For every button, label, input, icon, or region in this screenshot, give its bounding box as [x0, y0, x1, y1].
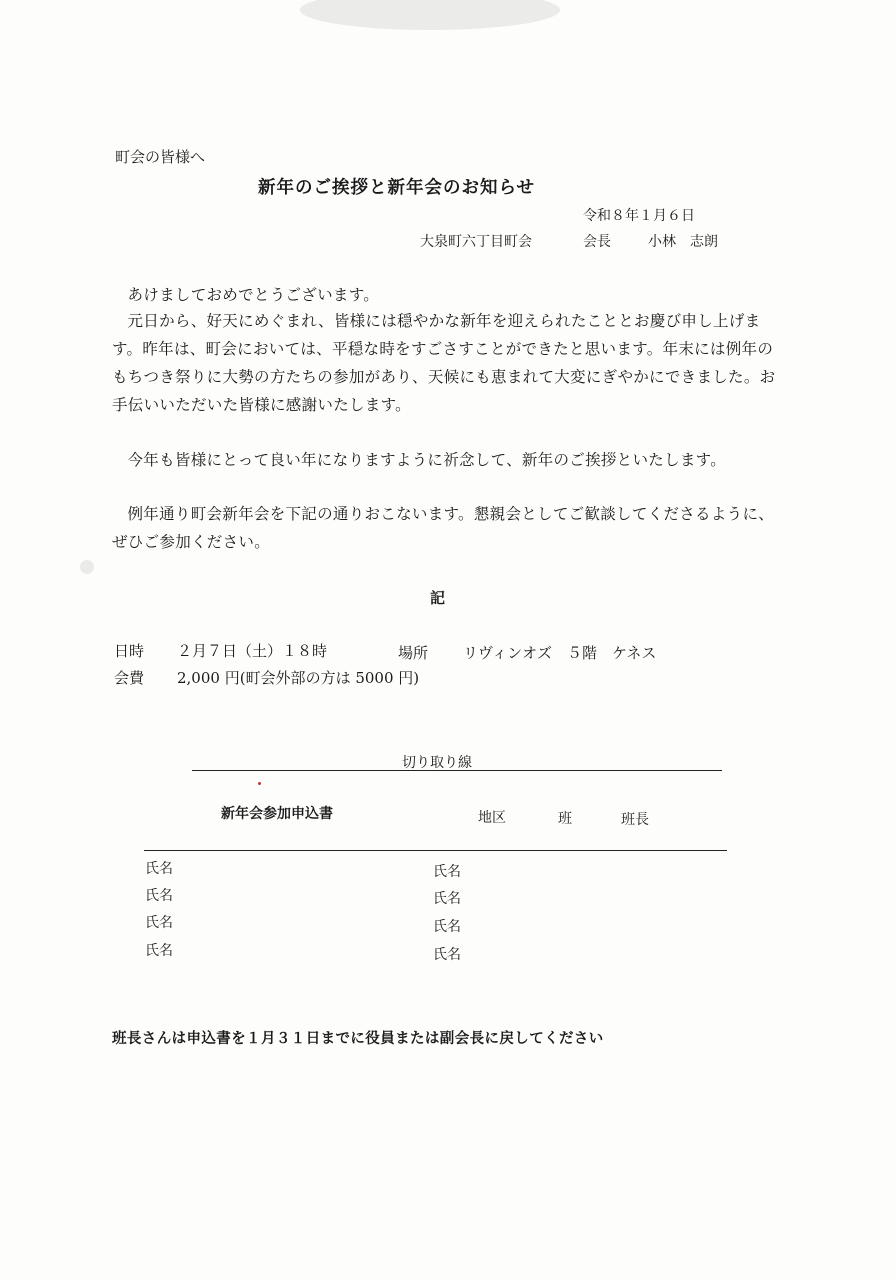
return-instruction: 班長さんは申込書を１月３１日までに役員または副会長に戻してください	[112, 1030, 604, 1047]
form-divider	[144, 850, 727, 851]
place-label: 場所	[398, 644, 429, 662]
sender-role: 会長	[583, 234, 611, 250]
leader-label: 班長	[621, 812, 649, 828]
issue-date: 令和８年１月６日	[583, 208, 695, 224]
scan-smudge	[80, 560, 94, 574]
cut-line-label: 切り取り線	[402, 755, 472, 771]
name-field-label: 氏名	[145, 888, 173, 904]
document-title: 新年のご挨拶と新年会のお知らせ	[258, 178, 535, 198]
scan-smudge	[300, 0, 560, 30]
greeting: あけましておめでとうございます。	[127, 286, 380, 304]
details-heading: 記	[430, 589, 446, 607]
datetime-value: ２月７日（土）１８時	[177, 642, 328, 660]
body-paragraph-1: 元日から、好天にめぐまれ、皆様には穏やかな新年を迎えられたこととお慶び申し上げます。昨年は、町会においては、平穏な時をすごさすことができたと思います。年末には例年のもちつき祭りに大勢の方たちの参加があり、天候にも恵まれて大変にぎやかにできました。お手伝いいただいた皆様に感謝いたします。	[112, 312, 776, 414]
name-field-label: 氏名	[145, 943, 173, 959]
organization-name: 大泉町六丁目町会	[420, 234, 532, 250]
name-field-label: 氏名	[145, 915, 173, 931]
body-paragraph-3: 例年通り町会新年会を下記の通りおこないます。懇親会としてご歓談してくださるように、ぜひご参加ください。	[112, 505, 775, 551]
name-field-label: 氏名	[145, 861, 173, 877]
red-dot	[258, 782, 261, 785]
form-title: 新年会参加申込書	[221, 806, 333, 822]
body-paragraph-2: 今年も皆様にとって良い年になりますように祈念して、新年のご挨拶といたします。	[127, 451, 727, 469]
fee-label: 会費	[114, 669, 145, 687]
name-field-label: 氏名	[433, 947, 461, 963]
datetime-label: 日時	[114, 642, 145, 660]
sender-name: 小林 志朗	[648, 234, 718, 250]
fee-value: 2,000 円(町会外部の方は 5000 円)	[177, 669, 420, 687]
place-value: リヴィンオズ ５階 ケネス	[463, 644, 657, 662]
name-field-label: 氏名	[433, 864, 461, 880]
addressee: 町会の皆様へ	[115, 148, 206, 166]
district-label: 地区	[478, 810, 506, 826]
name-field-label: 氏名	[433, 891, 461, 907]
name-field-label: 氏名	[433, 919, 461, 935]
cut-line	[192, 770, 722, 771]
group-label: 班	[558, 811, 572, 827]
